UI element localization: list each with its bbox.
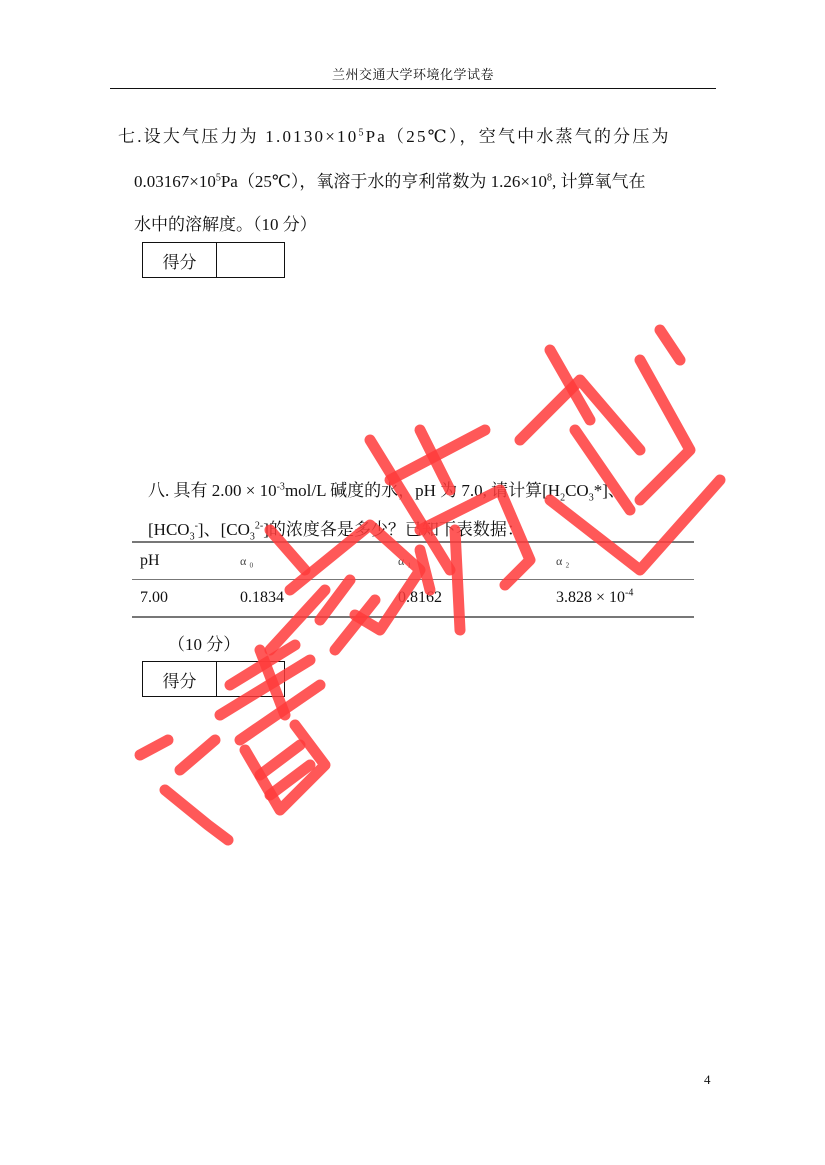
table-cell-alpha-2-exponent: -4: [625, 587, 634, 599]
q7-line-2: [134, 167, 645, 192]
table-header-alpha-0: α ₀: [240, 553, 254, 568]
q7-score-value[interactable]: [217, 243, 284, 277]
q7-line-1-prefix: 七.设大气压力为 1.0130×10: [118, 127, 359, 146]
q8-line-2-sub-1: 3: [189, 531, 195, 543]
q8-score-box: [142, 661, 285, 697]
q8-score-label: 得分: [143, 662, 217, 696]
alpha-data-table: [132, 541, 694, 618]
table-row: [132, 580, 694, 618]
q8-line-1: [148, 476, 625, 504]
table-header-alpha-1: α ₁: [398, 553, 412, 568]
q8-line-2-a: [HCO: [148, 520, 190, 539]
q7-line-2-sup-2: 8: [546, 172, 552, 184]
q8-line-1-a: 八. 具有 2.00 × 10: [148, 481, 277, 500]
table-header-row: [132, 542, 694, 580]
q8-line-1-d: *]、: [593, 481, 625, 500]
q7-line-1-suffix: Pa（25℃），空气中水蒸气的分压为: [365, 127, 671, 146]
table-cell-ph: 7.00: [140, 589, 168, 606]
q8-line-2-b: ]、[CO: [197, 520, 250, 539]
q8-line-2-sup-2: 2-: [254, 520, 264, 532]
q8-line-2-c: ]的浓度各是多少？已知下表数据：: [263, 520, 524, 539]
q7-line-2-c: , 计算氧气在: [551, 172, 646, 191]
q7-line-2-b: Pa（25℃），氧溶于水的亨利常数为 1.26×10: [220, 172, 547, 191]
page-number: 4: [704, 1072, 711, 1087]
q8-score-value[interactable]: [217, 662, 284, 696]
q7-line-2-sup-1: 5: [215, 172, 221, 184]
q8-line-2-sub-2: 3: [249, 531, 255, 543]
q8-line-1-sub-1: 2: [560, 492, 566, 504]
table-header-alpha-2: α ₂: [556, 553, 570, 568]
exam-header-title: 兰州交通大学环境化学试卷: [331, 67, 494, 82]
q7-line-3: 水中的溶解度。（10 分）: [134, 215, 317, 234]
q8-line-1-sub-2: 3: [588, 492, 594, 504]
q7-score-label: 得分: [143, 243, 217, 277]
q8-line-1-c: CO: [565, 481, 589, 500]
q7-line-2-a: 0.03167×10: [134, 172, 216, 191]
table-header-ph: pH: [140, 552, 160, 569]
table-cell-alpha-2-mantissa: 3.828 × 10: [556, 589, 626, 606]
q8-line-2-sup-1: -: [194, 520, 198, 532]
header-rule: [110, 88, 716, 89]
q8-line-2: [148, 515, 524, 543]
q7-line-1-sup: 5: [358, 127, 366, 139]
table-cell-alpha-1: 0.8162: [398, 589, 442, 606]
table-cell-alpha-0: 0.1834: [240, 589, 284, 606]
q7-score-box: [142, 242, 285, 278]
q7-line-1: [118, 122, 671, 147]
q8-points: （10 分）: [168, 635, 241, 654]
q8-line-1-b: mol/L 碱度的水，pH 为 7.0, 请计算[H: [284, 481, 561, 500]
table-cell-alpha-2: [548, 580, 694, 618]
q8-line-1-sup: -3: [276, 481, 285, 493]
